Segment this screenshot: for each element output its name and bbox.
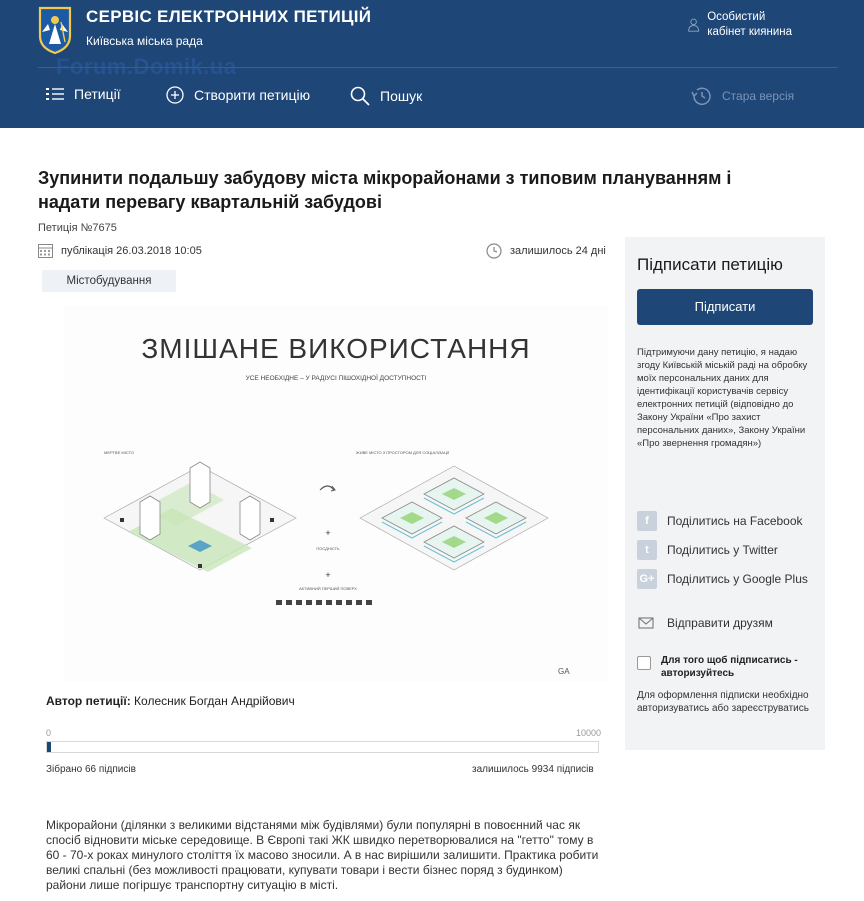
svg-text:+: + xyxy=(325,528,331,538)
publication-date xyxy=(38,243,202,258)
nav-search-label: Пошук xyxy=(380,88,423,104)
facebook-icon: f xyxy=(637,511,657,531)
scale-min: 0 xyxy=(46,728,52,738)
author-name: Колесник Богдан Андрійович xyxy=(134,694,295,708)
authorize-checkbox-label: Для того щоб підписатись - авторизуйтесь xyxy=(661,655,798,679)
share-facebook[interactable] xyxy=(637,511,803,531)
nav-create-petition[interactable] xyxy=(166,86,310,104)
plus-circle-icon xyxy=(166,86,184,104)
share-twitter-label: Поділитись у Twitter xyxy=(667,543,778,557)
nav-old-version[interactable] xyxy=(690,86,794,106)
sidebar-title: Підписати петицію xyxy=(637,255,783,274)
days-left-text: залишилось 24 дні xyxy=(510,245,606,257)
site-header xyxy=(0,0,864,128)
site-title[interactable]: СЕРВІС ЕЛЕКТРОННИХ ПЕТИЦІЙ xyxy=(86,7,372,26)
authorize-checkbox[interactable] xyxy=(637,656,651,670)
middle-legend xyxy=(276,486,372,605)
illustration-subtitle: УСЕ НЕОБХІДНЕ – У РАДІУСІ ПІШОХІДНОЇ ДОСТУПНОСТІ xyxy=(245,375,427,382)
user-icon xyxy=(688,14,699,36)
share-facebook-label: Поділитись на Facebook xyxy=(667,514,803,528)
illustration-title: ЗМІШАНЕ ВИКОРИСТАННЯ xyxy=(141,333,531,364)
google-plus-icon: G+ xyxy=(637,569,657,589)
sign-button[interactable]: Підписати xyxy=(637,289,813,325)
progress-fill xyxy=(47,742,51,752)
petition-number: Петиція №7675 xyxy=(38,222,117,234)
days-left xyxy=(486,243,606,259)
right-caption: ЖИВЕ МІСТО З ПРОСТОРОМ ДЛЯ СОЦІАЛІЗАЦІЇ xyxy=(356,450,450,455)
scale-max: 10000 xyxy=(576,728,602,738)
illustration-signature: GA xyxy=(558,667,570,676)
share-gplus-label: Поділитись у Google Plus xyxy=(667,572,808,586)
petition-author xyxy=(46,694,295,708)
mid-caption-1: ПОСДНІСТЬ xyxy=(316,546,340,551)
dead-city-diagram xyxy=(104,462,296,572)
history-icon xyxy=(690,86,712,106)
nav-petitions-label: Петиції xyxy=(74,86,121,102)
author-label: Автор петиції: xyxy=(46,694,131,708)
nav-create-label: Створити петицію xyxy=(194,87,311,103)
send-friends-label: Відправити друзям xyxy=(667,616,773,630)
publication-date-text: публікація 26.03.2018 10:05 xyxy=(61,244,202,257)
send-to-friends[interactable] xyxy=(637,615,773,631)
share-google-plus[interactable] xyxy=(637,569,808,589)
site-subtitle: Київська міська рада xyxy=(86,34,203,48)
sign-sidebar xyxy=(625,237,825,750)
personal-cabinet-link[interactable] xyxy=(688,10,798,40)
petition-title: Зупинити подальшу забудову міста мікрорайонами з типовим плануванням і надати перевагу квартальній забудові xyxy=(38,168,732,212)
svg-text:+: + xyxy=(325,570,331,580)
kyiv-coat-of-arms-logo[interactable] xyxy=(38,6,72,54)
left-caption: МЕРТВЕ МІСТО xyxy=(104,450,134,455)
signatures-remaining: залишилось 9934 підписів xyxy=(472,764,594,775)
mid-caption-2: АКТИВНИЙ ПЕРШИЙ ПОВЕРХ xyxy=(299,586,357,591)
nav-search[interactable] xyxy=(350,86,422,106)
consent-text: Підтримуючи дану петицію, я надаю згоду Київській міській раді на обробку моїх персональних даних для ідентифікації користувачів сервісу електронних петицій (відповідно до Закону України «Про захист персональних даних», Закону України «Про звернення громадян») xyxy=(637,347,808,449)
list-icon xyxy=(46,86,64,102)
sidebar-note: Для оформлення підписки необхідно авторизуватись або зареєструватись xyxy=(637,690,809,714)
living-city-diagram xyxy=(360,466,548,570)
nav-petitions[interactable] xyxy=(46,86,121,102)
envelope-icon xyxy=(637,615,657,631)
twitter-icon: t xyxy=(637,540,657,560)
clock-icon xyxy=(486,243,502,259)
category-tag[interactable]: Містобудування xyxy=(42,270,176,292)
nav-old-version-label: Стара версія xyxy=(722,89,795,103)
forum-watermark: Forum.Domik.ua xyxy=(56,54,237,79)
share-twitter[interactable] xyxy=(637,540,778,560)
calendar-icon xyxy=(38,243,53,258)
signature-progress-bar xyxy=(46,741,599,753)
signatures-collected: Зібрано 66 підписів xyxy=(46,764,136,775)
petition-illustration xyxy=(64,306,608,682)
search-icon xyxy=(350,86,370,106)
petition-body: Мікрорайони (ділянки з великими відстанями між будівлями) були популярні в повоєнний час як спосіб відновити міське середовище. В Європі такі ЖК швидко перетворювалися на "гетто" тому в 60 - 70-х роках минулого століття їх масово зносили. А в нас вирішили залишити. Практика робити великі спальні (без можливості працювати, купувати товари і вести бізнес поряд з будинком) райони лише погіршує транспортну ситуацію в місті. xyxy=(46,818,599,892)
authorize-checkbox-row[interactable] xyxy=(637,654,811,680)
cabinet-label: Особистий кабінет киянина xyxy=(707,11,793,38)
